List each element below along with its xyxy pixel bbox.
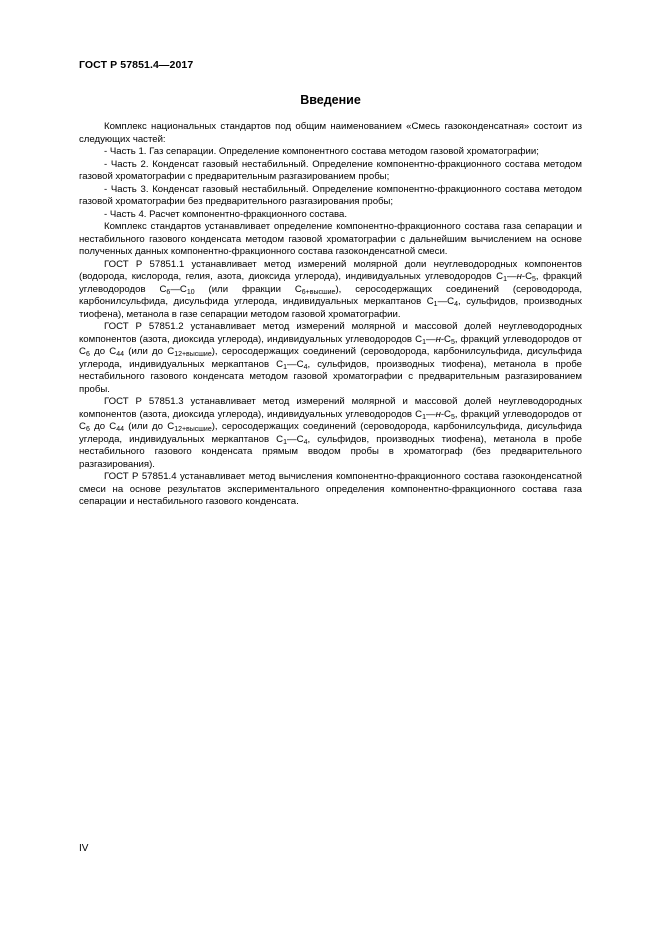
subscript: 44 (116, 426, 125, 433)
text-run: ), серосодержащих соединений (сероводорода, карбонилсульфида, дисульфида углерода, индивидуальных меркаптанов С (79, 283, 582, 307)
text-run: — (507, 271, 517, 282)
text-run: (или фракции С (194, 283, 302, 295)
subscript: 5 (450, 413, 455, 421)
text-run: — (425, 408, 436, 420)
text-run: —С (170, 283, 187, 295)
text-run: — (425, 333, 436, 345)
italic-text: н (435, 333, 441, 345)
subscript: 4 (303, 363, 308, 371)
subscript: 1 (433, 301, 438, 308)
text-run: , сульфидов, производных тиофена), метанола в пробе нестабильного газового конденсата методом газовой хроматографии с предварительным разгазированием пробы. (79, 358, 583, 395)
subscript: 6 (166, 288, 171, 296)
text-run: —С (287, 433, 304, 445)
subscript: 5 (532, 276, 536, 283)
subscript: 12+высшие (174, 351, 212, 358)
text-run: , сульфидов, производных тиофена), метанола в газе сепарации методом газовой хроматографии. (79, 296, 582, 320)
list-item-part-4: - Часть 4. Расчет компонентно-фракционного состава. (104, 208, 348, 220)
subscript: 4 (454, 301, 458, 308)
paragraph-gost-57851-3 (79, 396, 582, 471)
paragraph-complex: Комплекс стандартов устанавливает определение компонентно-фракционного состава газа сепарации и нестабильного газового конденсата методом газовой хроматографии с дальнейшим вычислением на основе полученных данных компонентно-фракционного состава газоконденсатной смеси. (79, 221, 582, 257)
paragraph-gost-57851-1 (79, 259, 582, 322)
list-item-part-2: - Часть 2. Конденсат газовый нестабильный. Определение компонентно-фракционного состава методом газовой хроматографии с предварительным разгазированием пробы; (79, 158, 582, 182)
subscript: 4 (303, 438, 308, 446)
text-run: до С (89, 346, 117, 357)
subscript: 44 (116, 351, 125, 358)
text-run: -С (521, 271, 532, 282)
text-run: (или до С (124, 346, 175, 357)
italic-text: н (516, 271, 522, 282)
list-item-part-1: - Часть 1. Газ сепарации. Определение компонентного состава методом газовой хроматографии; (104, 146, 539, 157)
text-run: —С (437, 296, 455, 307)
text-run: ГОСТ Р 57851.1 устанавливает метод измерений молярной доли неуглеводородных компонентов (водорода, кислорода, гелия, азота, диоксида углерода), индивидуальных углеводородов С (79, 258, 582, 282)
subscript: 1 (283, 438, 288, 446)
standard-designation: ГОСТ Р 57851.4—2017 (79, 59, 194, 71)
text-run: , фракций углеводородов от С (79, 333, 582, 357)
italic-text: н (435, 408, 441, 420)
subscript: 5 (450, 338, 455, 346)
paragraph-gost-57851-2 (79, 321, 582, 396)
page-number: IV (79, 843, 89, 854)
paragraph-gost-57851-4: ГОСТ Р 57851.4 устанавливает метод вычисления компонентно-фракционного состава газоконденсатной смеси на основе результатов экспериментального определения компонентно-фракционного состава газа сепарации и нестабильного газового конденсата. (79, 471, 582, 507)
subscript: 12+высшие (174, 426, 212, 433)
text-run: —С (287, 358, 304, 370)
section-title: Введение (300, 93, 361, 107)
subscript: 6 (85, 426, 90, 433)
text-run: (или до С (124, 421, 175, 432)
text-run: -С (440, 333, 451, 345)
text-run: -С (440, 408, 451, 420)
text-run: , фракций углеводородов от С (79, 408, 582, 432)
subscript: 1 (503, 276, 507, 283)
text-run: ), серосодержащих соединений (сероводорода, карбонилсульфида, дисульфида углерода, индивидуальных меркаптанов С (79, 346, 582, 370)
text-run: , сульфидов, производных тиофена), метанола в пробе нестабильного газового конденсата прямым вводом пробы в хроматограф (без предварительного разгазирования). (79, 433, 583, 470)
subscript: 6 (85, 351, 90, 358)
text-run: ГОСТ Р 57851.2 устанавливает метод измерений молярной и массовой долей неуглеводородных компонентов (азота, диоксида углерода), индивидуальных углеводородов С (79, 321, 582, 345)
text-run: до С (89, 421, 117, 432)
subscript: 1 (422, 338, 426, 346)
subscript: 1 (283, 363, 288, 371)
text-run: , фракций углеводородов С (79, 271, 582, 295)
paragraph-intro: Комплекс национальных стандартов под общим наименованием «Смесь газоконденсатная» состоит из следующих частей: (79, 121, 582, 145)
text-run: ГОСТ Р 57851.3 устанавливает метод измерений молярной и массовой долей неуглеводородных компонентов (азота, диоксида углерода), индивидуальных углеводородов С (79, 396, 582, 420)
subscript: 1 (422, 413, 426, 421)
list-item-part-3: - Часть 3. Конденсат газовый нестабильный. Определение компонентно-фракционного состава методом газовой хроматографии без предварительного разгазирования пробы; (79, 183, 582, 207)
subscript: 6+высшие (301, 288, 336, 296)
body-text (79, 121, 582, 509)
text-run: ), серосодержащих соединений (сероводорода, карбонилсульфида, дисульфида углерода, индивидуальных меркаптанов С (79, 421, 582, 445)
subscript: 10 (186, 288, 195, 296)
